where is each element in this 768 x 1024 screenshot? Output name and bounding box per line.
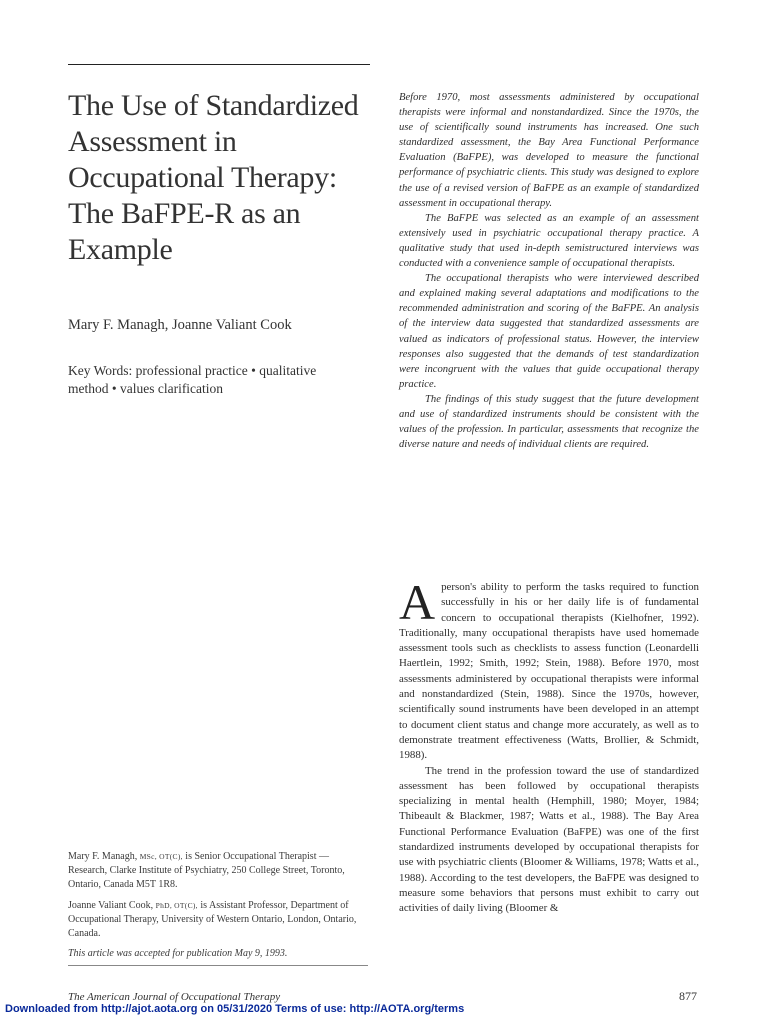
page-number: 877 [679, 989, 697, 1003]
acceptance-note: This article was accepted for publication May 9, 1993. [68, 947, 368, 966]
author-footnotes [68, 850, 368, 972]
key-words-line2: method • values clarification [68, 381, 224, 396]
footnote-author-2-name: Joanne Valiant Cook, [68, 899, 154, 911]
abstract-paragraph: The occupational therapists who were interviewed described and explained making several adaptations and modifications to the recommended administration and scoring of the BaFPE. An analysis of the interview data suggested that standardized assessments are valued as indicators of professional status. However, the interview responses also suggested that the demands of test standardization were incongruent with the values that guide occupational therapy practice. [399, 273, 699, 390]
footnote-author-1-name: Mary F. Managh, [68, 851, 138, 862]
journal-name: The American Journal of Occupational Therapy [68, 991, 281, 1003]
body-paragraph-text: person's ability to perform the tasks required to function successfully in his or her daily life is of fundamental concern to occupational therapists (Kielhofner, 1992). Traditionally, many occupational therapists have used homemade assessment tools such as checklists to assess function (Leonardelli Haertlein, 1992; Smith, 1992; Stein, 1988). Before 1970, most assessments administered by occupational therapists were informal and nonstandardized (Stein, 1988). Since the 1970s, however, scientifically sound instruments have been developed in an attempt to document client status and change more accurately, as well as to demonstrate treatment effectiveness (Watts, Brollier, & Schmidt, 1988). [399, 581, 699, 762]
drop-cap: A [399, 574, 436, 630]
abstract-paragraph: Before 1970, most assessments administered by occupational therapists were informal and nonstandardized. Since the 1970s, the use of scientifically sound instruments has increased. One such standardized assessment, the Bay Area Functional Performance Evaluation (BaFPE), was developed to measure the functional performance of psychiatric clients. This study was designed to explore the use of a revised version of BaFPE as an example of standardized assessment in occupational therapy. [399, 92, 699, 209]
footnote-author-1-affiliation: is Senior Occupational Therapist —Research, Clarke Institute of Psychiatry, 250 College Street, Toronto, Ontario, Canada M5T 1R8. [68, 851, 345, 891]
footnote-author-2 [68, 899, 368, 942]
article-authors: Mary F. Managh, Joanne Valiant Cook [68, 317, 292, 333]
body-text [399, 574, 699, 917]
abstract-paragraph: The findings of this study suggest that the future development and use of standardized instruments should be consistent with the values of the profession. In particular, assessments that recognize the diverse nature and needs of individual clients are required. [399, 393, 699, 451]
footnote-author-1-credentials: MSc, OT(C), [139, 852, 183, 861]
footnote-author-1 [68, 850, 368, 893]
footnote-author-2-credentials: PhD, OT(C), [155, 900, 198, 910]
abstract-paragraph: The BaFPE was selected as an example of an assessment extensively used in psychiatric occupational therapy practice. A qualitative study that used in-depth semistructured interviews was conducted with a convenience sample of occupational therapists. [399, 212, 699, 270]
key-words [68, 362, 368, 398]
title-rule [68, 64, 370, 65]
download-notice: Downloaded from http://ajot.aota.org on 05/31/2020 Terms of use: http://AOTA.org/terms [5, 1003, 465, 1015]
key-words-line1: professional practice • qualitative [135, 363, 317, 378]
footnote-author-2-affiliation: is Assistant Professor, Department of Occupational Therapy, University of Western Ontario, London, Ontario, Canada. [68, 899, 357, 940]
body-paragraph: The trend in the profession toward the use of standardized assessment has been followed by occupational therapists specializing in mental health (Hemphill, 1980; Moyer, 1984; Thibeault & Blackmer, 1987; Watts et al., 1988). The Bay Area Functional Performance Evaluation (BaFPE) was one of the first standardized instruments developed by occupational therapists for use with psychiatric clients (Bloomer & Williams, 1978; Watts et al., 1988). According to the test developers, the BaFPE was designed to measure some behaviors that persons must exhibit to carry out activities of daily living (Bloomer & [399, 764, 699, 915]
article-title: The Use of Standardized Assessment in Occupational Therapy: The BaFPE-R as an Example [68, 89, 359, 266]
key-words-label: Key Words: [68, 363, 133, 378]
body-paragraph [399, 574, 699, 764]
abstract [399, 90, 699, 452]
